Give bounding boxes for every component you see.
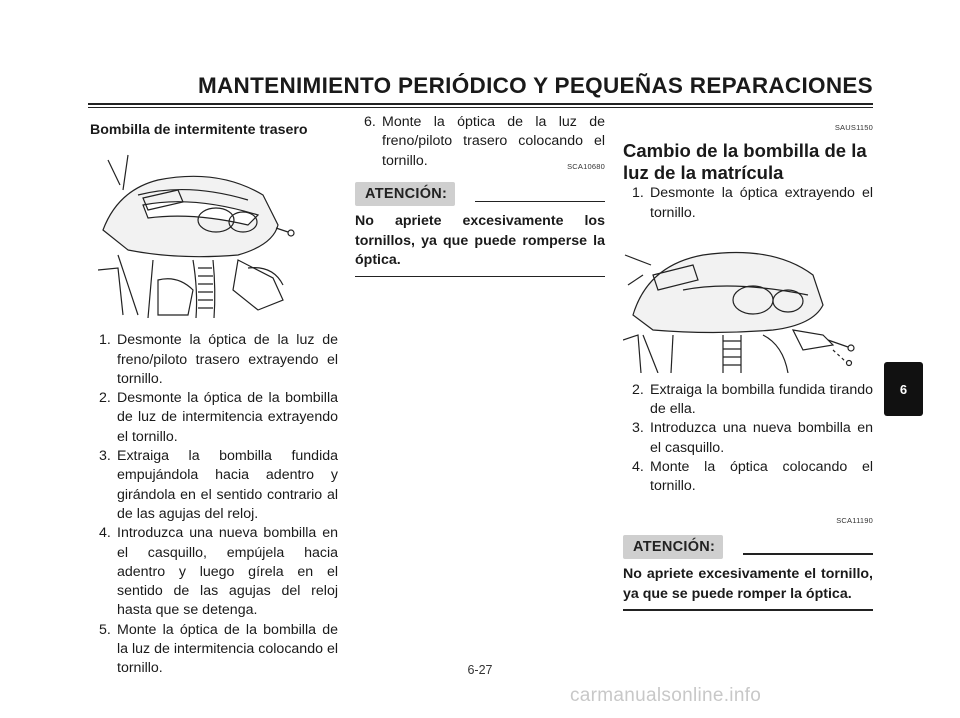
caution-rule [743,553,873,555]
steps-list-col3b [623,381,873,497]
reference-code: SCA11190 [836,515,873,525]
caution-header [355,182,605,206]
list-item: 1. Desmonte la óptica extrayendo el tornillo. [632,185,873,221]
caution-header [623,535,873,559]
section-heading: Cambio de la bombilla de la luz de la matrícula [623,140,867,184]
list-item: 4. Monte la óptica colocando el tornillo. [632,459,873,495]
caution-text: No apriete excesivamente el tornillo, ya que se puede romper la óptica. [623,566,873,602]
caution-badge: ATENCIÓN: [623,535,723,559]
list-item: 4. Introduzca una nueva bombilla en el casquillo, empújela hacia adentro y luego gírela en el sentido de las agujas del reloj hasta que se detenga. [99,525,338,619]
steps-list-col2 [355,113,605,171]
header-rule-thin [88,107,873,108]
list-item: 1. Desmonte la óptica de la luz de freno/piloto trasero extrayendo el tornillo. [99,332,338,387]
scooter-rear-drawing [623,235,863,373]
column-2 [355,113,605,277]
caution-rule [475,201,605,203]
caution-end-rule [355,276,605,278]
list-item: 2. Desmonte la óptica de la bombilla de luz de intermitencia extrayendo el tornillo. [99,390,338,445]
page-header: MANTENIMIENTO PERIÓDICO Y PEQUEÑAS REPARACIONES [197,73,873,98]
reference-code: SAUS1150 [834,123,873,132]
caution-text: No apriete excesivamente los tornillos, ya que puede romperse la óptica. [355,213,605,269]
caution-badge: ATENCIÓN: [355,182,455,206]
column-3 [623,113,873,611]
list-item: 2. Extraiga la bombilla fundida tirando de ella. [632,381,873,418]
steps-list-col1 [90,331,338,678]
column-1 [90,121,338,679]
list-item: 3. Extraiga la bombilla fundida empujándola hacia adentro y girándola en el sentido contrario al de las agujas del reloj. [99,448,338,522]
reference-code: SCA10680 [567,161,605,171]
subheading-rear-turn-signal: Bombilla de intermitente trasero [90,122,308,138]
scooter-rear-drawing [98,150,298,320]
rear-light-illustration [98,150,298,320]
caution-end-rule [623,609,873,611]
watermark: carmanualsonline.info [570,685,762,706]
page-number: 6-27 [467,663,493,677]
list-item: 5. Monte la óptica de la bombilla de la luz de intermitencia colocando el tornillo. [99,621,338,677]
list-item: 6. Monte la óptica de la luz de freno/piloto trasero colocando el tornillo. [364,114,605,169]
license-light-illustration [623,235,863,373]
steps-list-col3a [623,184,873,223]
list-item: 3. Introduzca una nueva bombilla en el casquillo. [632,420,873,456]
chapter-tab: 6 [884,362,923,416]
header-rule [88,103,873,105]
